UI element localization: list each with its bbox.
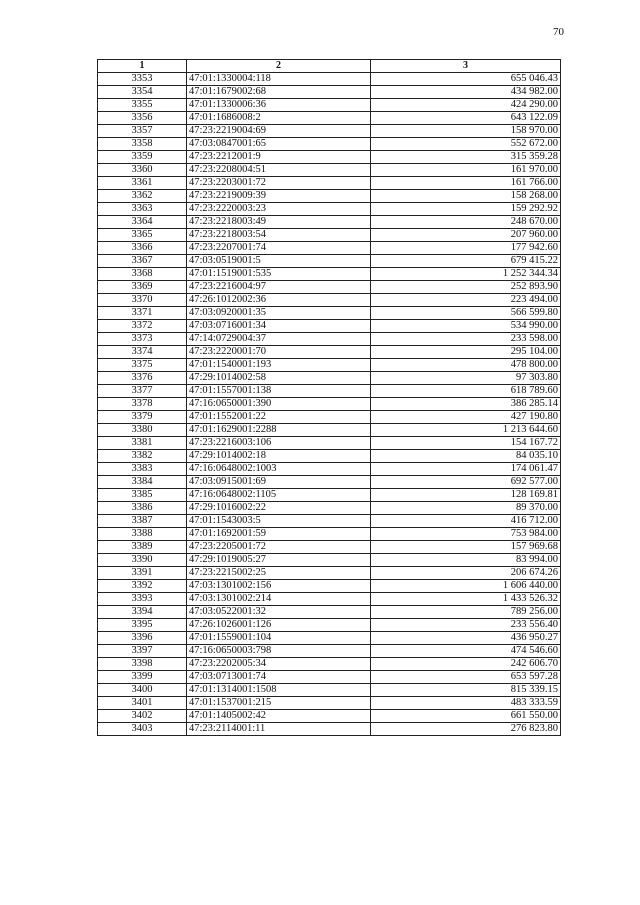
row-number-cell: 3353 — [98, 73, 187, 86]
value-cell: 128 169.81 — [371, 489, 561, 502]
table-row — [98, 645, 561, 658]
value-cell: 158 970.00 — [371, 125, 561, 138]
cadastral-number-cell: 47:23:2215002:25 — [187, 567, 371, 580]
value-cell: 161 766.00 — [371, 177, 561, 190]
cadastral-number-cell: 47:01:1629001:2288 — [187, 424, 371, 437]
row-number-cell: 3387 — [98, 515, 187, 528]
table-row — [98, 489, 561, 502]
value-cell: 207 960.00 — [371, 229, 561, 242]
row-number-cell: 3393 — [98, 593, 187, 606]
cadastral-number-cell: 47:16:0648002:1003 — [187, 463, 371, 476]
value-cell: 643 122.09 — [371, 112, 561, 125]
table-row — [98, 385, 561, 398]
value-cell: 474 546.60 — [371, 645, 561, 658]
row-number-cell: 3364 — [98, 216, 187, 229]
value-cell: 661 550.00 — [371, 710, 561, 723]
cadastral-number-cell: 47:01:1679002:68 — [187, 86, 371, 99]
row-number-cell: 3375 — [98, 359, 187, 372]
value-cell: 416 712.00 — [371, 515, 561, 528]
table-row — [98, 268, 561, 281]
value-cell: 386 285.14 — [371, 398, 561, 411]
row-number-cell: 3392 — [98, 580, 187, 593]
table-row — [98, 658, 561, 671]
row-number-cell: 3362 — [98, 190, 187, 203]
cadastral-number-cell: 47:03:1301002:156 — [187, 580, 371, 593]
row-number-cell: 3397 — [98, 645, 187, 658]
value-cell: 89 370.00 — [371, 502, 561, 515]
cadastral-number-cell: 47:03:0713001:74 — [187, 671, 371, 684]
row-number-cell: 3370 — [98, 294, 187, 307]
row-number-cell: 3357 — [98, 125, 187, 138]
table-row — [98, 515, 561, 528]
table-row — [98, 697, 561, 710]
table-row — [98, 424, 561, 437]
cadastral-number-cell: 47:26:1026001:126 — [187, 619, 371, 632]
table-row — [98, 671, 561, 684]
value-cell: 1 213 644.60 — [371, 424, 561, 437]
cadastral-number-cell: 47:03:0522001:32 — [187, 606, 371, 619]
cadastral-number-cell: 47:29:1019005:27 — [187, 554, 371, 567]
row-number-cell: 3399 — [98, 671, 187, 684]
value-cell: 248 670.00 — [371, 216, 561, 229]
row-number-cell: 3383 — [98, 463, 187, 476]
value-cell: 815 339.15 — [371, 684, 561, 697]
row-number-cell: 3354 — [98, 86, 187, 99]
table-header-row — [98, 60, 561, 73]
cadastral-number-cell: 47:01:1540001:193 — [187, 359, 371, 372]
row-number-cell: 3365 — [98, 229, 187, 242]
value-cell: 655 046.43 — [371, 73, 561, 86]
row-number-cell: 3366 — [98, 242, 187, 255]
row-number-cell: 3368 — [98, 268, 187, 281]
value-cell: 315 359.28 — [371, 151, 561, 164]
row-number-cell: 3386 — [98, 502, 187, 515]
table-row — [98, 359, 561, 372]
table-row — [98, 502, 561, 515]
table-row — [98, 684, 561, 697]
value-cell: 206 674.26 — [371, 567, 561, 580]
cadastral-number-cell: 47:03:1301002:214 — [187, 593, 371, 606]
value-cell: 177 942.60 — [371, 242, 561, 255]
row-number-cell: 3371 — [98, 307, 187, 320]
table-row — [98, 151, 561, 164]
cadastral-number-cell: 47:23:2218003:54 — [187, 229, 371, 242]
cadastral-number-cell: 47:23:2212001:9 — [187, 151, 371, 164]
table-row — [98, 86, 561, 99]
row-number-cell: 3395 — [98, 619, 187, 632]
row-number-cell: 3396 — [98, 632, 187, 645]
table-row — [98, 450, 561, 463]
row-number-cell: 3389 — [98, 541, 187, 554]
value-cell: 483 333.59 — [371, 697, 561, 710]
row-number-cell: 3363 — [98, 203, 187, 216]
value-cell: 295 104.00 — [371, 346, 561, 359]
value-cell: 753 984.00 — [371, 528, 561, 541]
row-number-cell: 3369 — [98, 281, 187, 294]
table-row — [98, 216, 561, 229]
value-cell: 97 303.80 — [371, 372, 561, 385]
row-number-cell: 3384 — [98, 476, 187, 489]
row-number-cell: 3361 — [98, 177, 187, 190]
value-cell: 552 672.00 — [371, 138, 561, 151]
value-cell: 161 970.00 — [371, 164, 561, 177]
table-row — [98, 138, 561, 151]
table-row — [98, 346, 561, 359]
cadastral-number-cell: 47:01:1552001:22 — [187, 411, 371, 424]
table-row — [98, 372, 561, 385]
table-row — [98, 203, 561, 216]
row-number-cell: 3380 — [98, 424, 187, 437]
table-row — [98, 710, 561, 723]
cadastral-number-cell: 47:23:2208004:51 — [187, 164, 371, 177]
row-number-cell: 3356 — [98, 112, 187, 125]
table-row — [98, 190, 561, 203]
cadastral-number-cell: 47:01:1557001:138 — [187, 385, 371, 398]
table-row — [98, 164, 561, 177]
table-row — [98, 437, 561, 450]
row-number-cell: 3360 — [98, 164, 187, 177]
value-cell: 84 035.10 — [371, 450, 561, 463]
cadastral-number-cell: 47:23:2220001:70 — [187, 346, 371, 359]
cadastral-number-cell: 47:23:2216004:97 — [187, 281, 371, 294]
row-number-cell: 3382 — [98, 450, 187, 463]
table-row — [98, 593, 561, 606]
cadastral-number-cell: 47:01:1405002:42 — [187, 710, 371, 723]
cadastral-number-cell: 47:01:1686008:2 — [187, 112, 371, 125]
table-row — [98, 528, 561, 541]
row-number-cell: 3376 — [98, 372, 187, 385]
cadastral-number-cell: 47:01:1543003:5 — [187, 515, 371, 528]
row-number-cell: 3403 — [98, 723, 187, 736]
table-row — [98, 398, 561, 411]
cadastral-number-cell: 47:16:0650003:798 — [187, 645, 371, 658]
table-row — [98, 125, 561, 138]
row-number-cell: 3367 — [98, 255, 187, 268]
cadastral-number-cell: 47:03:0519001:5 — [187, 255, 371, 268]
value-cell: 157 969.68 — [371, 541, 561, 554]
table-row — [98, 606, 561, 619]
page-number: 70 — [553, 26, 564, 38]
cadastral-number-cell: 47:01:1537001:215 — [187, 697, 371, 710]
table-row — [98, 411, 561, 424]
table-row — [98, 723, 561, 736]
row-number-cell: 3374 — [98, 346, 187, 359]
value-cell: 534 990.00 — [371, 320, 561, 333]
value-cell: 436 950.27 — [371, 632, 561, 645]
value-cell: 159 292.92 — [371, 203, 561, 216]
table-row — [98, 112, 561, 125]
value-cell: 1 252 344.34 — [371, 268, 561, 281]
row-number-cell: 3385 — [98, 489, 187, 502]
value-cell: 478 800.00 — [371, 359, 561, 372]
row-number-cell: 3359 — [98, 151, 187, 164]
table-row — [98, 554, 561, 567]
cadastral-number-cell: 47:01:1559001:104 — [187, 632, 371, 645]
row-number-cell: 3379 — [98, 411, 187, 424]
table-row — [98, 177, 561, 190]
cadastral-number-cell: 47:23:2216003:106 — [187, 437, 371, 450]
cadastral-number-cell: 47:23:2202005:34 — [187, 658, 371, 671]
value-cell: 83 994.00 — [371, 554, 561, 567]
row-number-cell: 3373 — [98, 333, 187, 346]
table-row — [98, 632, 561, 645]
cadastral-number-cell: 47:01:1519001:535 — [187, 268, 371, 281]
cadastral-number-cell: 47:29:1014002:58 — [187, 372, 371, 385]
value-cell: 252 893.90 — [371, 281, 561, 294]
table-row — [98, 619, 561, 632]
row-number-cell: 3402 — [98, 710, 187, 723]
table-row — [98, 281, 561, 294]
value-cell: 434 982.00 — [371, 86, 561, 99]
table-row — [98, 294, 561, 307]
value-cell: 223 494.00 — [371, 294, 561, 307]
table-row — [98, 255, 561, 268]
row-number-cell: 3388 — [98, 528, 187, 541]
cadastral-number-cell: 47:01:1692001:59 — [187, 528, 371, 541]
row-number-cell: 3377 — [98, 385, 187, 398]
cadastral-number-cell: 47:16:0648002:1105 — [187, 489, 371, 502]
cadastral-number-cell: 47:29:1016002:22 — [187, 502, 371, 515]
table-body — [98, 73, 561, 736]
row-number-cell: 3391 — [98, 567, 187, 580]
cadastral-number-cell: 47:23:2219004:69 — [187, 125, 371, 138]
value-cell: 653 597.28 — [371, 671, 561, 684]
row-number-cell: 3400 — [98, 684, 187, 697]
row-number-cell: 3390 — [98, 554, 187, 567]
table-row — [98, 307, 561, 320]
cadastral-number-cell: 47:01:1330004:118 — [187, 73, 371, 86]
value-cell: 174 061.47 — [371, 463, 561, 476]
value-cell: 154 167.72 — [371, 437, 561, 450]
value-cell: 427 190.80 — [371, 411, 561, 424]
table-row — [98, 333, 561, 346]
table-row — [98, 320, 561, 333]
value-cell: 679 415.22 — [371, 255, 561, 268]
cadastral-number-cell: 47:03:0716001:34 — [187, 320, 371, 333]
table-row — [98, 567, 561, 580]
value-cell: 424 290.00 — [371, 99, 561, 112]
table-row — [98, 73, 561, 86]
value-cell: 566 599.80 — [371, 307, 561, 320]
value-cell: 1 433 526.32 — [371, 593, 561, 606]
cadastral-number-cell: 47:23:2218003:49 — [187, 216, 371, 229]
cadastral-number-cell: 47:03:0915001:69 — [187, 476, 371, 489]
cadastral-number-cell: 47:03:0920001:35 — [187, 307, 371, 320]
cadastral-number-cell: 47:23:2203001:72 — [187, 177, 371, 190]
value-cell: 1 606 440.00 — [371, 580, 561, 593]
row-number-cell: 3398 — [98, 658, 187, 671]
cadastral-number-cell: 47:01:1314001:1508 — [187, 684, 371, 697]
cadastral-number-cell: 47:16:0650001:390 — [187, 398, 371, 411]
row-number-cell: 3372 — [98, 320, 187, 333]
table-row — [98, 476, 561, 489]
table-row — [98, 463, 561, 476]
value-cell: 158 268.00 — [371, 190, 561, 203]
table-row — [98, 541, 561, 554]
value-cell: 692 577.00 — [371, 476, 561, 489]
cadastral-number-cell: 47:03:0847001:65 — [187, 138, 371, 151]
cadastral-number-cell: 47:23:2219009:39 — [187, 190, 371, 203]
value-cell: 242 606.70 — [371, 658, 561, 671]
table-row — [98, 580, 561, 593]
row-number-cell: 3355 — [98, 99, 187, 112]
cadastral-number-cell: 47:23:2220003:23 — [187, 203, 371, 216]
column-header-value: 3 — [371, 60, 561, 73]
table-row — [98, 229, 561, 242]
cadastral-number-cell: 47:01:1330006:36 — [187, 99, 371, 112]
cadastral-number-cell: 47:23:2207001:74 — [187, 242, 371, 255]
row-number-cell: 3394 — [98, 606, 187, 619]
value-cell: 233 556.40 — [371, 619, 561, 632]
table-row — [98, 99, 561, 112]
value-cell: 233 598.00 — [371, 333, 561, 346]
value-cell: 618 789.60 — [371, 385, 561, 398]
column-header-number: 1 — [98, 60, 187, 73]
row-number-cell: 3378 — [98, 398, 187, 411]
value-cell: 276 823.80 — [371, 723, 561, 736]
cadastral-number-cell: 47:23:2205001:72 — [187, 541, 371, 554]
row-number-cell: 3401 — [98, 697, 187, 710]
value-cell: 789 256.00 — [371, 606, 561, 619]
row-number-cell: 3358 — [98, 138, 187, 151]
cadastral-number-cell: 47:29:1014002:18 — [187, 450, 371, 463]
cadastral-number-cell: 47:23:2114001:11 — [187, 723, 371, 736]
cadastral-value-table — [97, 59, 561, 736]
cadastral-number-cell: 47:26:1012002:36 — [187, 294, 371, 307]
column-header-cadastral-number: 2 — [187, 60, 371, 73]
row-number-cell: 3381 — [98, 437, 187, 450]
cadastral-number-cell: 47:14:0729004:37 — [187, 333, 371, 346]
table-row — [98, 242, 561, 255]
